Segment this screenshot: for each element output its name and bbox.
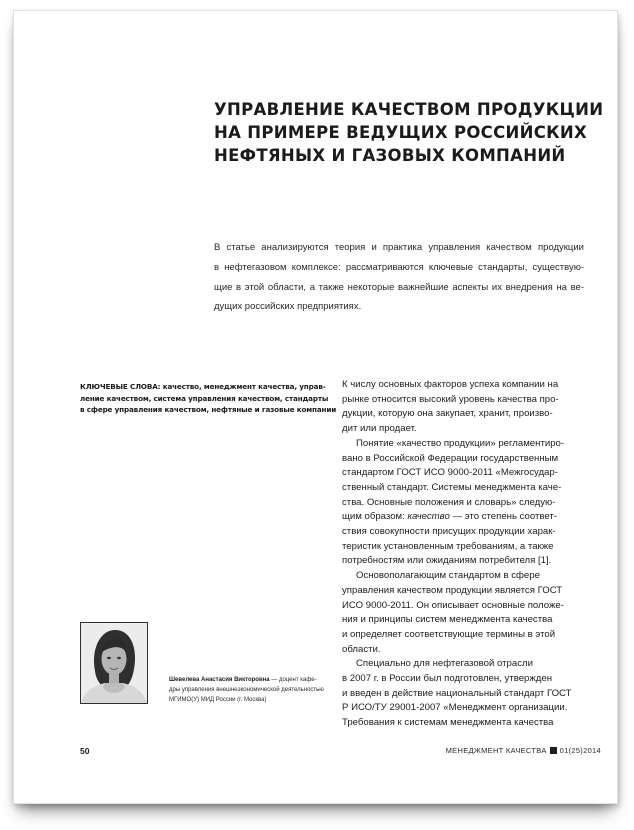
title-line: УПРАВЛЕНИЕ КАЧЕСТВОМ ПРОДУКЦИИ: [214, 100, 604, 119]
body-text-fragment: щим образом:: [342, 511, 408, 523]
body-line: ства. Основные положения и словарь» следую-: [342, 496, 556, 508]
issue-number: 01(25)2014: [559, 746, 601, 755]
abstract-line: щие в этой области, а также некоторые важнейшие аспекты их внедрения на ве-: [214, 281, 584, 293]
body-line: в 2007 г. в России был подготовлен, утвержден: [342, 673, 553, 685]
title-line: НА ПРИМЕРЕ ВЕДУЩИХ РОССИЙСКИХ: [214, 123, 588, 142]
body-line: ния и принципы систем менеджмента качества: [342, 614, 553, 626]
body-line: и введен в действие национальный стандарт ГОСТ: [342, 687, 572, 699]
author-portrait-image: [81, 623, 147, 703]
keywords-line: в сфере управления качеством, нефтяные и газовые компании: [80, 405, 337, 414]
body-line: потребностям или ожиданиям потребителя [1].: [342, 555, 552, 567]
author-info: [169, 676, 329, 705]
running-footer: [446, 746, 601, 755]
author-line: дры управления внешнеэкономической деятельностью: [169, 686, 324, 693]
author-line: МГИМО(У) МИД России (г. Москва): [169, 696, 267, 703]
body-line: ИСО 9000-2011. Он описывает основные положе-: [342, 599, 564, 611]
article-abstract: [214, 238, 584, 317]
article-body: [342, 378, 587, 731]
author-position: — доцент кафе-: [269, 677, 317, 683]
abstract-line: дущих российских предприятиях.: [214, 301, 362, 313]
body-paragraph-4: [342, 657, 587, 731]
body-line: рынке относится высокий уровень качества про-: [342, 393, 559, 405]
body-paragraph-2: [342, 437, 587, 569]
body-line: Основополагающим стандартом в сфере: [356, 570, 540, 582]
body-line: области.: [342, 643, 381, 655]
keywords-line: КЛЮЧЕВЫЕ СЛОВА: качество, менеджмент качества, управ-: [80, 382, 326, 391]
body-line: управления качеством продукции является ГОСТ: [342, 584, 563, 596]
body-line-with-definition: [342, 510, 587, 525]
body-text-fragment: — это степень соответ-: [449, 511, 557, 523]
journal-name: МЕНЕДЖМЕНТ КАЧЕСТВА: [445, 746, 547, 755]
body-line: и определяет соответствующие термины в этой: [342, 628, 556, 640]
page-number: 50: [80, 746, 90, 756]
author-name: Шевелева Анастасия Викторовна: [169, 677, 270, 683]
abstract-line: в нефтегазовом комплексе: рассматриваются ключевые стандарты, существую-: [214, 261, 584, 273]
body-line: ственный стандарт. Системы менеджмента каче-: [342, 481, 562, 493]
square-separator-icon: [550, 747, 557, 754]
body-paragraph-3: [342, 569, 587, 657]
body-line: вано в Российской Федерации государственным: [342, 452, 559, 464]
body-line: теристик установленным требованиям, а также: [342, 540, 554, 552]
body-line: ствия совокупности присущих продукции харак-: [342, 526, 556, 538]
body-line: Понятие «качество продукции» регламентиро-: [356, 437, 565, 449]
body-line: К числу основных факторов успеха компании на: [342, 379, 559, 390]
author-line: [169, 676, 329, 686]
body-line: Требования к системам менеджмента качества: [342, 717, 554, 729]
body-line: Р ИСО/ТУ 29001-2007 «Менеджмент организации.: [342, 702, 568, 714]
body-line: стандартом ГОСТ ИСО 9000-2011 «Межгосудар-: [342, 467, 558, 479]
body-line: дукции, которую она закупает, хранит, произво-: [342, 408, 553, 420]
title-line: НЕФТЯНЫХ И ГАЗОВЫХ КОМПАНИЙ: [214, 146, 566, 165]
keywords-block: [80, 381, 337, 416]
article-title: [214, 98, 604, 167]
body-line: дит или продает.: [342, 423, 417, 435]
abstract-line: В статье анализируются теория и практика управления качеством продукции: [214, 242, 584, 253]
defined-term: качество: [407, 511, 450, 523]
body-line: Специально для нефтегазовой отрасли: [356, 658, 533, 670]
body-paragraph-1: [342, 378, 587, 437]
author-photo: [80, 622, 148, 704]
keywords-line: ление качеством, система управления качеством, стандарты: [80, 393, 329, 403]
